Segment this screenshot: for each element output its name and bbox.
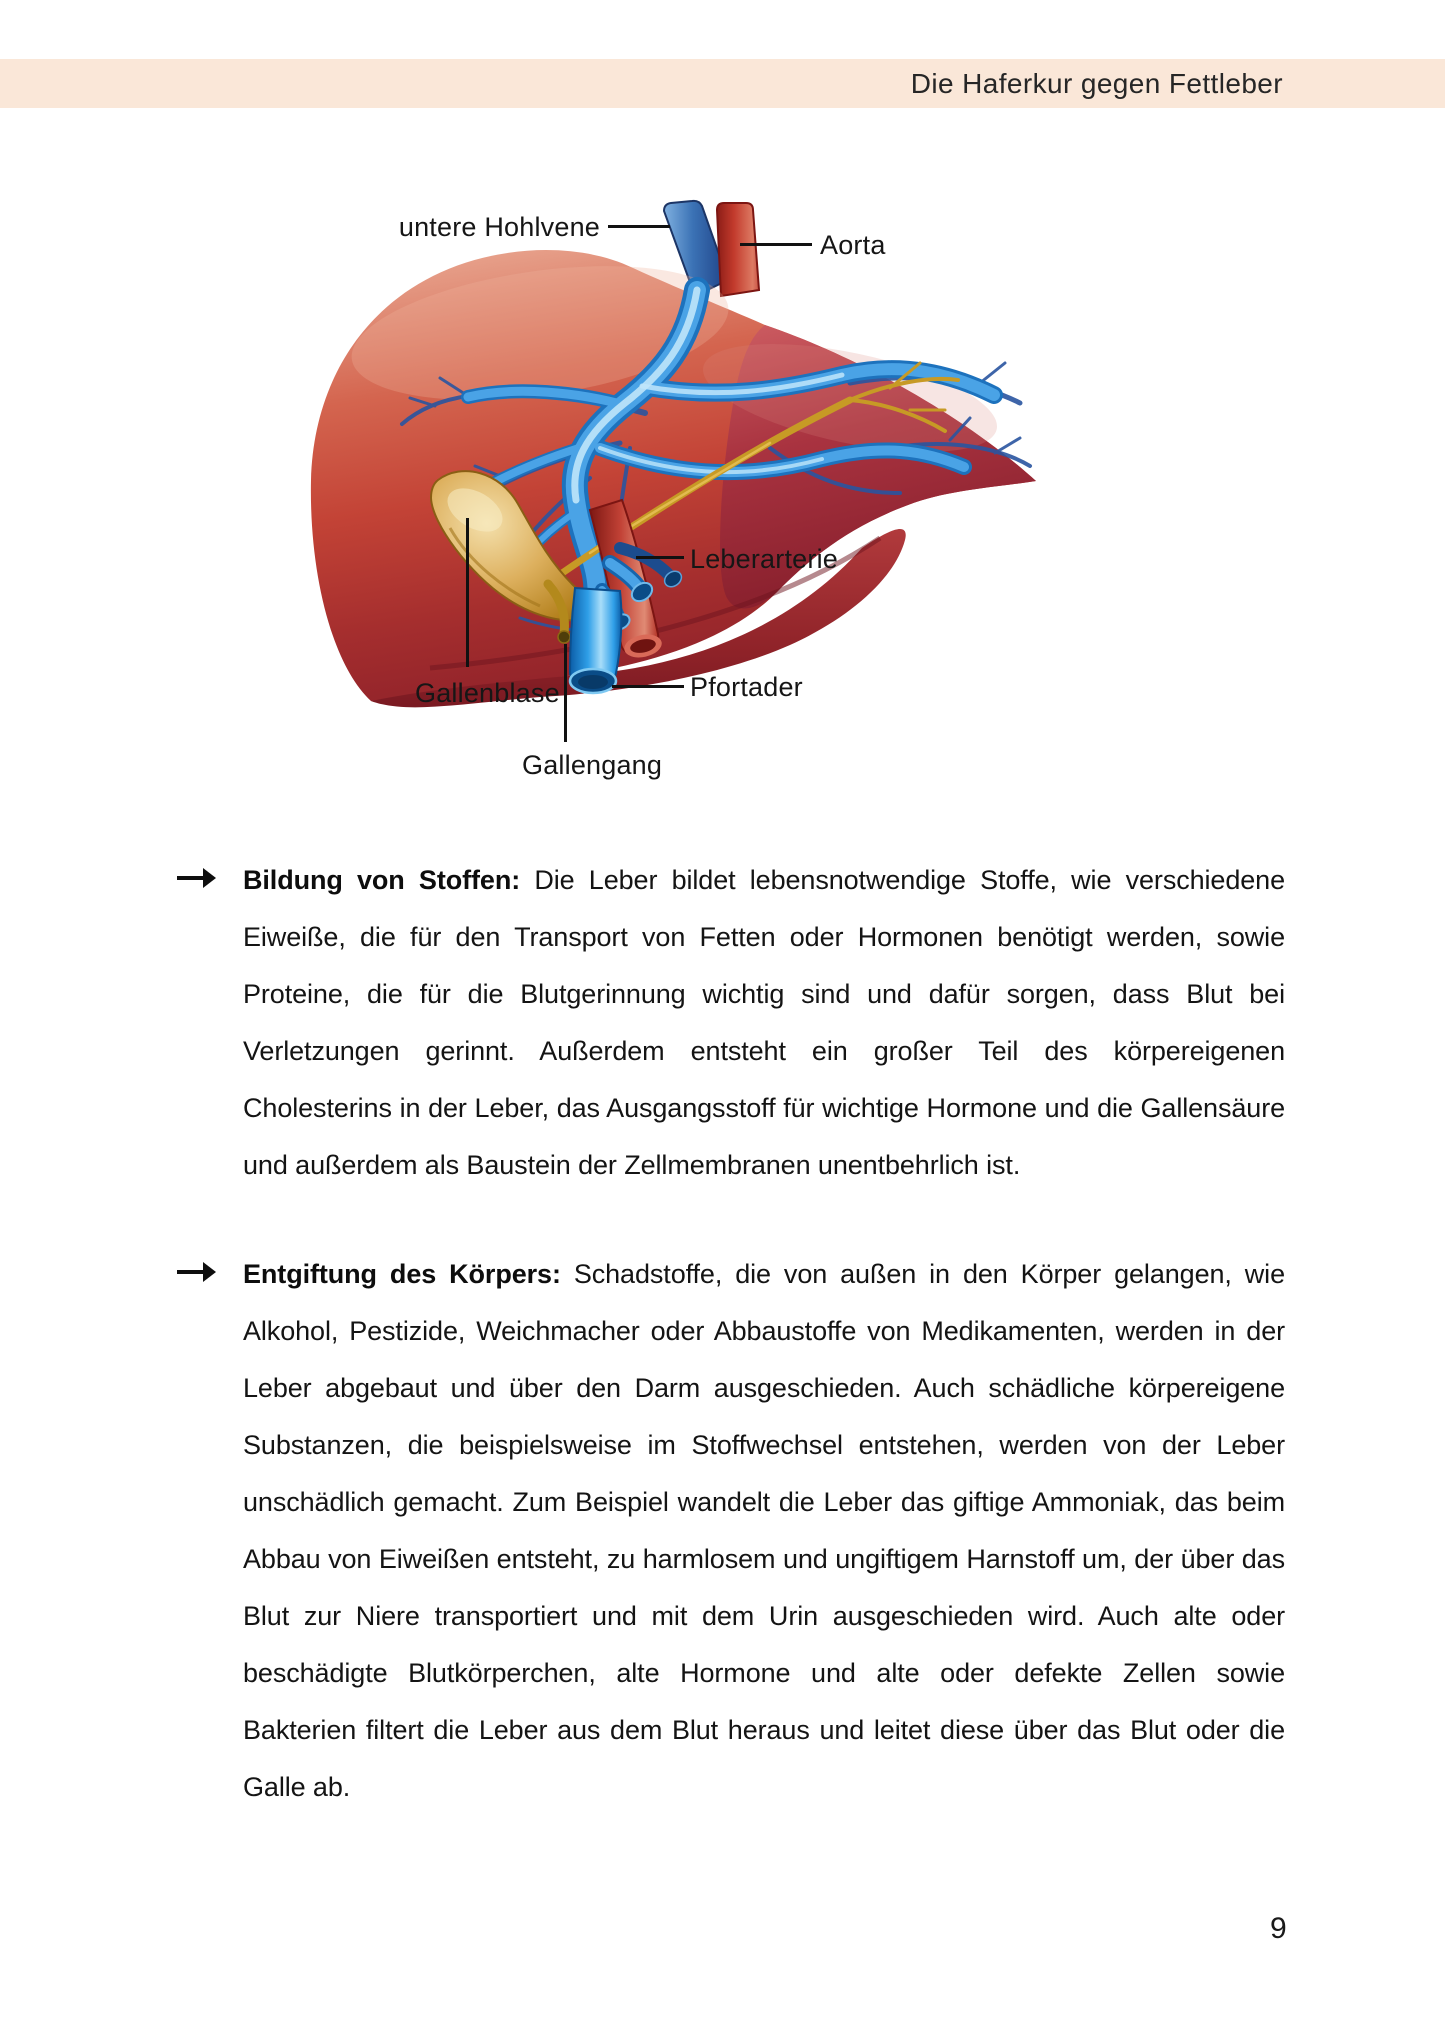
bullet-item-bildung-von-stoffen	[175, 852, 1285, 1194]
leader-line-untere-hohlvene	[608, 225, 670, 228]
leader-line-gallengang	[564, 644, 567, 742]
bullet-lead: Bildung von Stoffen:	[243, 865, 521, 895]
page-header-band	[0, 59, 1445, 108]
bullet-marker	[175, 852, 243, 1194]
liver-figure	[290, 148, 1060, 808]
leader-line-aorta	[740, 243, 812, 246]
label-untere-hohlvene: untere Hohlvene	[398, 212, 600, 242]
leader-line-gallenblase	[466, 518, 469, 667]
page-header-title: Die Haferkur gegen Fettleber	[910, 67, 1283, 99]
bullet-marker	[175, 1246, 243, 1816]
arrow-right-icon	[177, 1270, 204, 1274]
bullet-item-entgiftung-des-koerpers	[175, 1246, 1285, 1816]
bullet-paragraph	[243, 852, 1285, 1194]
leader-line-leberarterie	[636, 556, 684, 559]
leader-line-pfortader	[612, 685, 684, 688]
liver-illustration-graphic	[290, 148, 1060, 808]
bullet-lead: Entgiftung des Körpers:	[243, 1259, 561, 1289]
label-leberarterie: Leberarterie	[690, 544, 838, 574]
arrow-right-icon	[177, 876, 204, 880]
bullet-paragraph	[243, 1246, 1285, 1816]
bullet-body: Schadstoffe, die von außen in den Körper gelangen, wie Alkohol, Pestizide, Weichmacher oder Abbaustoffe von Medikamenten, werden in der Leber abgebaut und über den Darm ausgeschieden. Auch schädliche körpereigene Substanzen, die beispielsweise im Stoffwechsel entstehen, werden von der Leber unschädlich gemacht. Zum Beispiel wandelt die Leber das giftige Ammoniak, das beim Abbau von Eiweißen entsteht, zu harmlosem und ungiftigem Harnstoff um, der über das Blut zur Niere transportiert und mit dem Urin ausgeschieden wird. Auch alte oder beschädigte Blutkörperchen, alte Hormone und alte oder defekte Zellen sowie Bakterien filtert die Leber aus dem Blut heraus und leitet diese über das Blut oder die Galle ab.	[243, 1259, 1285, 1802]
label-gallenblase: Gallenblase	[415, 678, 560, 708]
label-gallengang: Gallengang	[522, 750, 663, 780]
label-aorta: Aorta	[820, 230, 886, 260]
bullet-body: Die Leber bildet lebensnotwendige Stoffe, wie verschiedene Eiweiße, die für den Transport von Fetten oder Hormonen benötigt werden, sowie Proteine, die für die Blutgerinnung wichtig sind und dafür sorgen, dass Blut bei Verletzungen gerinnt. Außerdem entsteht ein großer Teil des körpereigenen Cholesterins in der Leber, das Ausgangsstoff für wichtige Hormone und die Gallensäure und außerdem als Baustein der Zellmembranen unentbehrlich ist.	[243, 865, 1286, 1180]
page-number: 9	[1270, 1912, 1287, 1945]
label-pfortader: Pfortader	[690, 672, 803, 702]
